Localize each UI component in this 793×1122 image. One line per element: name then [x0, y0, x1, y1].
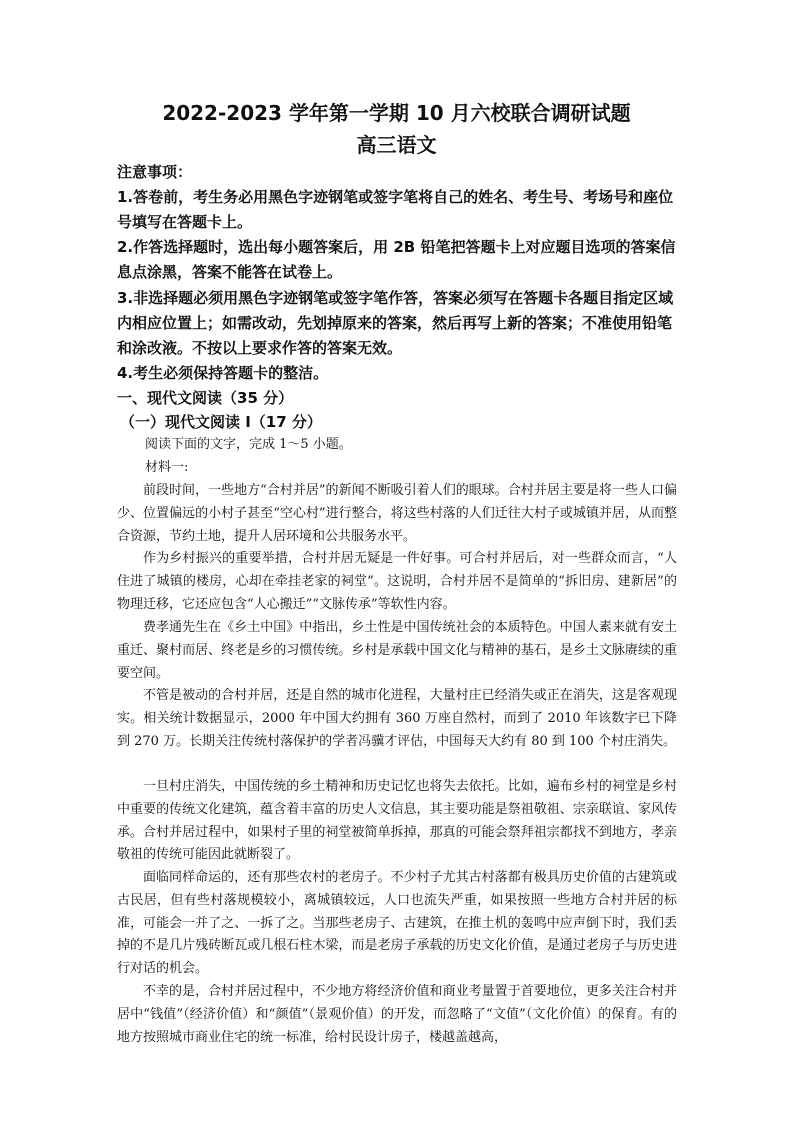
paragraph-1: 前段时间，一些地方“合村并居”的新闻不断吸引着人们的眼球。合村并居主要是将一些人口偏少、位置偏远的小村子甚至“空心村”进行整合，将这些村落的人们迁往大村子或城镇并居，从而整合资源，节约土地，提升人居环境和公共服务水平。: [117, 483, 677, 544]
exam-title: 2022-2023 学年第一学期 10 月六校联合调研试题: [162, 101, 631, 125]
paragraph-4: 不管是被动的合村并居，还是自然的城市化进程，大量村庄已经消失或正在消失，这是客观现实。相关统计数据显示，2000 年中国大约拥有 360 万座自然村，而到了 2010 年该数字已下降到 270 万。长期关注传统村落保护的学者冯骥才评估，中国每天大约有 80 到 100 个村庄消失。: [117, 688, 677, 749]
paragraph-7: 不幸的是，合村并居过程中，不少地方将经济价值和商业考量置于首要地位，更多关注合村并居中“钱值”（经济价值）和“颜值”（景观价值）的开发，而忽略了“文值”（文化价值）的保育。有的地方按照城市商业住宅的统一标准，给村民设计房子，楼越盖越高，: [117, 984, 677, 1045]
notice-item-4: 4.考生必须保持答题卡的整洁。: [117, 364, 329, 382]
reading-instruction: 阅读下面的文字，完成 1～5 小题。: [145, 437, 352, 452]
subsection-heading: （一）现代文阅读 I（17 分）: [120, 413, 322, 431]
notice-item-3: 3.非选择题必须用黑色字迹钢笔或签字笔作答，答案必须写在答题卡各题目指定区域内相应位置上；如需改动，先划掉原来的答案，然后再写上新的答案；不准使用铅笔和涂改液。不按以上要求作答的答案无效。: [117, 289, 674, 357]
notice-item-2: 2.作答选择题时，选出每小题答案后，用 2B 铅笔把答题卡上对应题目选项的答案信息点涂黑，答案不能答在试卷上。: [117, 238, 676, 281]
section-heading: 一、现代文阅读（35 分）: [117, 389, 294, 407]
notice-item-1: 1.答卷前，考生务必用黑色字迹钢笔或签字笔将自己的姓名、考生号、考场号和座位号填写在答题卡上。: [117, 188, 674, 231]
paragraph-5: 一旦村庄消失，中国传统的乡土精神和历史记忆也将失去依托。比如，遍布乡村的祠堂是乡村中重要的传统文化建筑，蕴含着丰富的历史人文信息，其主要功能是祭祖敬祖、宗亲联谊、家风传承。合村并居过程中，如果村子里的祠堂被简单拆掉，那真的可能会祭拜祖宗都找不到地方，孝亲敬祖的传统可能因此就断裂了。: [117, 779, 677, 863]
material-label: 材料一:: [145, 460, 189, 475]
exam-subject: 高三语文: [356, 133, 437, 157]
notice-heading: 注意事项：: [117, 163, 193, 181]
paragraph-6: 面临同样命运的，还有那些农村的老房子。不少村子尤其古村落都有极具历史价值的古建筑或古民居，但有些村落规模较小，离城镇较远，人口也流失严重，如果按照一些地方合村并居的标准，可能会一并了之、一拆了之。当那些老房子、古建筑，在推土机的轰鸣中应声倒下时，我们丢掉的不是几片残砖断瓦或几根石柱木梁，而是老房子承载的历史文化价值，是通过老房子与历史进行对话的机会。: [117, 870, 677, 977]
paragraph-2: 作为乡村振兴的重要举措，合村并居无疑是一件好事。可合村并居后，对一些群众而言，“人住进了城镇的楼房，心却在牵挂老家的祠堂”。这说明，合村并居不是简单的“拆旧房、建新居”的物理迁移，它还应包含“人心搬迁”“文脉传承”等软性内容。: [117, 551, 677, 612]
paragraph-3: 费孝通先生在《乡土中国》中指出，乡土性是中国传统社会的本质特色。中国人素来就有安土重迁、聚村而居、终老是乡的习惯传统。乡村是承载中国文化与精神的基石，是乡土文脉赓续的重要空间。: [117, 620, 677, 681]
